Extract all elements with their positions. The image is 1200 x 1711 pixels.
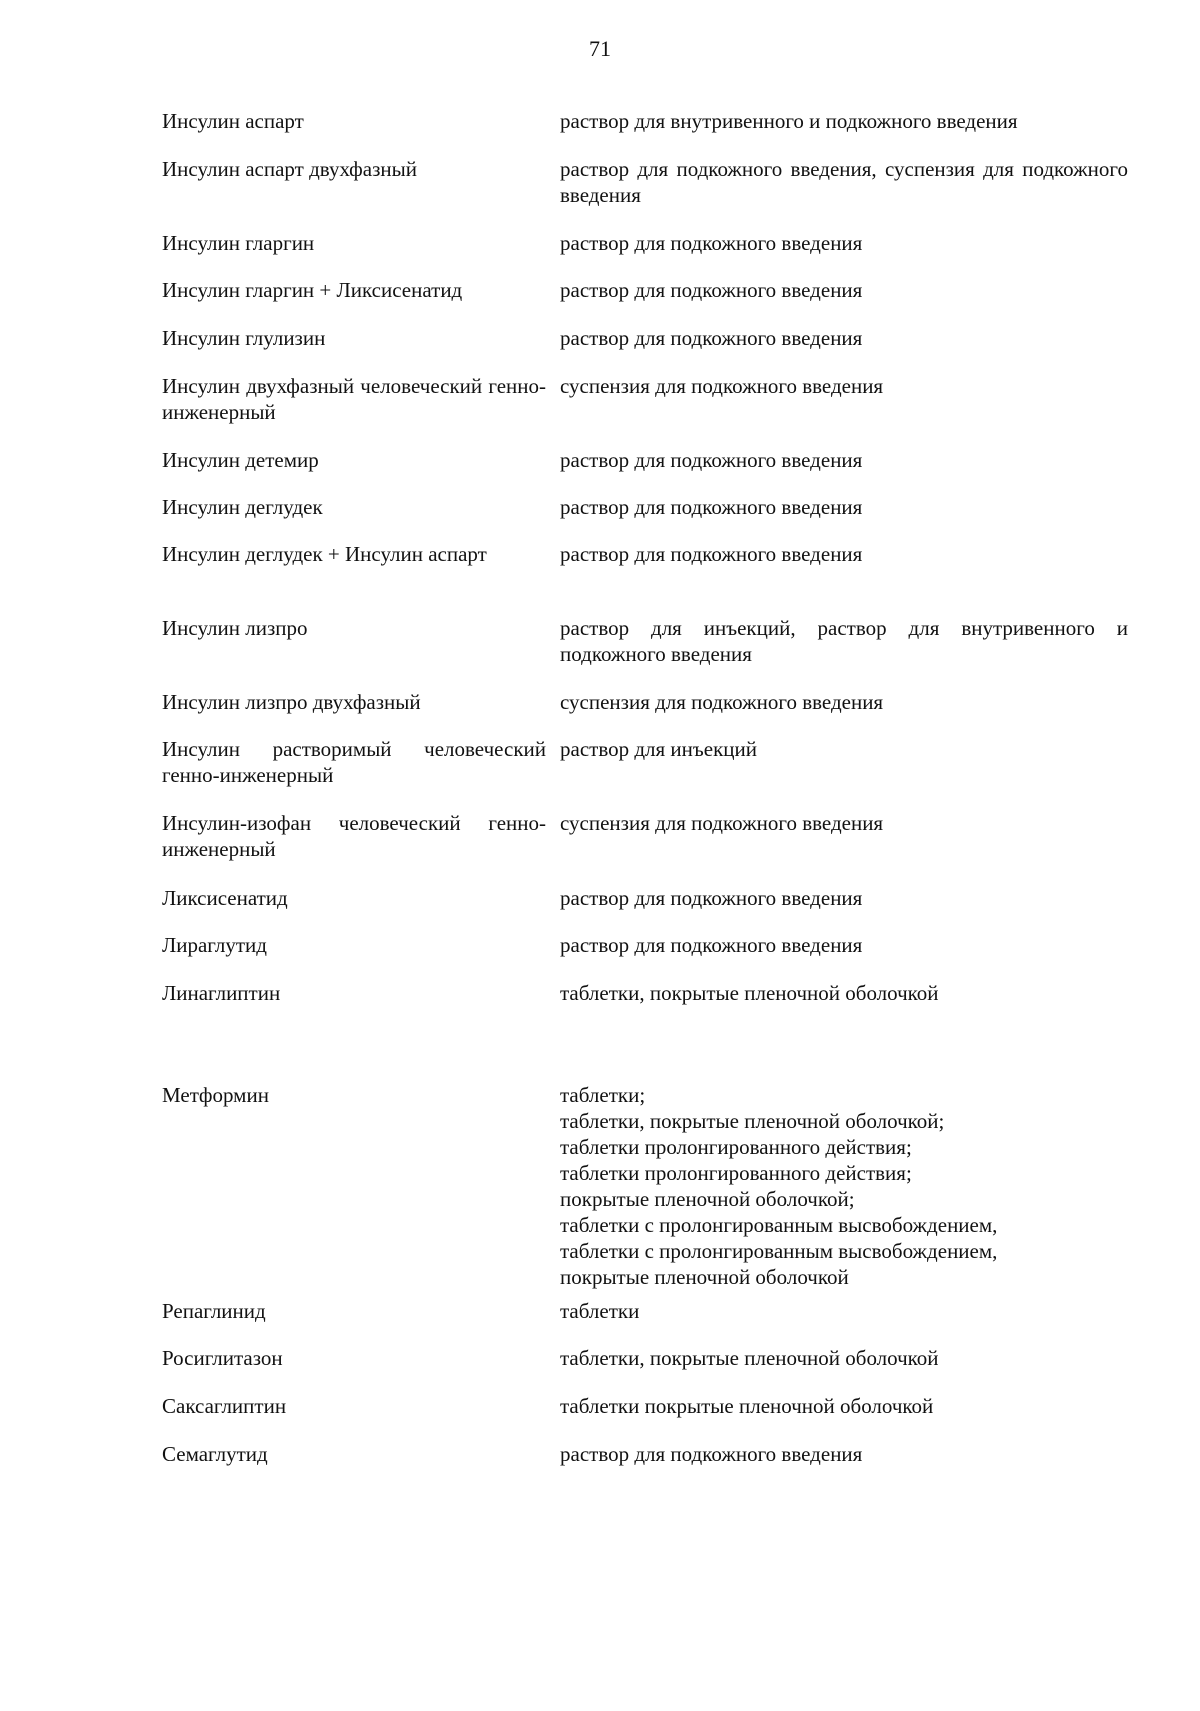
- dosage-form: [560, 810, 1128, 836]
- dosage-form-line: раствор для подкожного введения: [560, 278, 863, 302]
- dosage-form: [560, 885, 1128, 911]
- drug-name: Линаглиптин: [162, 981, 281, 1005]
- dosage-form: [560, 1393, 1128, 1419]
- drug-name: Инсулин детемир: [162, 448, 319, 472]
- dosage-form-line: таблетки, покрытые пленочной оболочкой: [560, 981, 939, 1005]
- dosage-form-line: раствор для подкожного введения: [560, 326, 863, 350]
- dosage-form: [560, 1298, 1128, 1324]
- dosage-form-line: раствор для подкожного введения: [560, 542, 863, 566]
- dosage-form-line: раствор для подкожного введения: [560, 231, 863, 255]
- drug-name: Лираглутид: [162, 933, 267, 957]
- drug-name: Репаглинид: [162, 1299, 266, 1323]
- dosage-form: [560, 277, 1128, 303]
- drug-name: Инсулин гларгин + Ликсисенатид: [162, 278, 463, 302]
- dosage-form-line: таблетки, покрытые пленочной оболочкой;: [560, 1109, 945, 1133]
- drug-name: Инсулин аспарт: [162, 109, 304, 133]
- drug-name: Инсулин лизпро: [162, 616, 308, 640]
- drug-name: Семаглутид: [162, 1442, 268, 1466]
- drug-name: Инсулин гларгин: [162, 231, 315, 255]
- dosage-form-line: суспензия для подкожного введения: [560, 374, 884, 398]
- drug-name: Инсулин-изофан человеческий генно-инженерный: [162, 811, 546, 861]
- dosage-form-line: таблетки с пролонгированным высвобождением,: [560, 1239, 998, 1263]
- dosage-form: [560, 1441, 1128, 1467]
- dosage-form: [560, 325, 1128, 351]
- dosage-form-line: раствор для подкожного введения: [560, 933, 863, 957]
- dosage-form: [560, 615, 1128, 667]
- dosage-form-line: таблетки покрытые пленочной оболочкой: [560, 1394, 934, 1418]
- dosage-form: [560, 689, 1128, 715]
- dosage-form: [560, 1082, 1128, 1290]
- drug-name: Инсулин глулизин: [162, 326, 326, 350]
- dosage-form: [560, 932, 1128, 958]
- dosage-form-line: раствор для подкожного введения: [560, 1442, 863, 1466]
- dosage-form: [560, 156, 1128, 208]
- dosage-form-line: таблетки;: [560, 1083, 646, 1107]
- dosage-form-line: таблетки, покрытые пленочной оболочкой: [560, 1346, 939, 1370]
- dosage-form: [560, 373, 1128, 399]
- drug-name: Инсулин аспарт двухфазный: [162, 157, 417, 181]
- drug-name: Инсулин деглудек + Инсулин аспарт: [162, 542, 487, 566]
- dosage-form-line: таблетки пролонгированного действия;: [560, 1135, 912, 1159]
- dosage-form: [560, 494, 1128, 520]
- drug-name: Метформин: [162, 1083, 269, 1107]
- dosage-form: [560, 108, 1128, 134]
- dosage-form-line: таблетки пролонгированного действия;: [560, 1161, 912, 1185]
- drug-name: Инсулин деглудек: [162, 495, 323, 519]
- drug-name: Ликсисенатид: [162, 886, 288, 910]
- drug-name: Инсулин двухфазный человеческий генно-инженерный: [162, 374, 546, 424]
- dosage-form-line: раствор для инъекций, раствор для внутривенного и подкожного введения: [560, 616, 1128, 666]
- dosage-form-line: суспензия для подкожного введения: [560, 690, 884, 714]
- dosage-form: [560, 1345, 1128, 1371]
- dosage-form-line: раствор для инъекций: [560, 737, 757, 761]
- dosage-form-line: таблетки с пролонгированным высвобождением,: [560, 1213, 998, 1237]
- dosage-form-line: раствор для подкожного введения: [560, 448, 863, 472]
- drug-name: Саксаглиптин: [162, 1394, 287, 1418]
- dosage-form: [560, 447, 1128, 473]
- dosage-form: [560, 736, 1128, 762]
- dosage-form: [560, 230, 1128, 256]
- dosage-form-line: таблетки: [560, 1299, 640, 1323]
- dosage-form-line: покрытые пленочной оболочкой;: [560, 1187, 855, 1211]
- dosage-form: [560, 541, 1128, 567]
- drug-name: Инсулин лизпро двухфазный: [162, 690, 421, 714]
- dosage-form-line: раствор для подкожного введения: [560, 495, 863, 519]
- page-number: 71: [589, 36, 611, 61]
- dosage-form-line: раствор для подкожного введения: [560, 886, 863, 910]
- dosage-form-line: покрытые пленочной оболочкой: [560, 1265, 849, 1289]
- dosage-form-line: суспензия для подкожного введения: [560, 811, 884, 835]
- dosage-form: [560, 980, 1128, 1006]
- dosage-form-line: раствор для подкожного введения, суспензия для подкожного введения: [560, 157, 1128, 207]
- dosage-form-line: раствор для внутривенного и подкожного введения: [560, 109, 1018, 133]
- drug-name: Инсулин растворимый человеческий генно-инженерный: [162, 737, 546, 787]
- drug-name: Росиглитазон: [162, 1346, 283, 1370]
